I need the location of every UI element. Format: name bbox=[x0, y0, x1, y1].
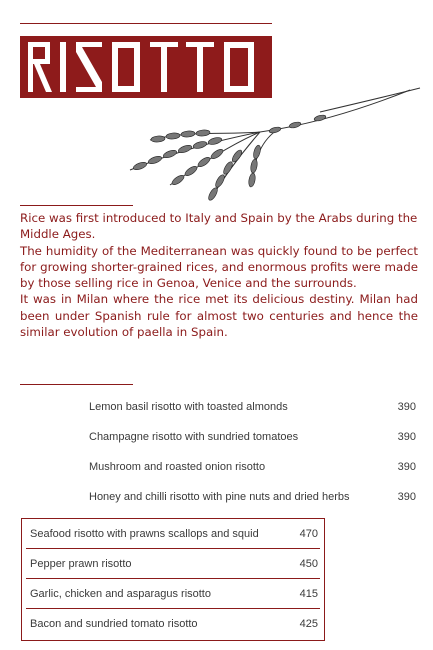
special-item-name: Seafood risotto with prawns scallops and squid bbox=[30, 528, 259, 540]
special-item-price: 450 bbox=[299, 558, 318, 570]
specials-box bbox=[21, 518, 325, 641]
special-item-name: Bacon and sundried tomato risotto bbox=[30, 618, 198, 630]
special-item-name: Garlic, chicken and asparagus risotto bbox=[30, 588, 211, 600]
special-item-price: 415 bbox=[299, 588, 318, 600]
menu-item-price: 390 bbox=[397, 401, 416, 413]
intro-paragraph: The humidity of the Mediterranean was quickly found to be perfect for growing shorter-grained rices, and enormous profits were made by those selling rice in Genoa, Venice and the surrounds. bbox=[20, 243, 418, 291]
special-item bbox=[30, 618, 318, 630]
special-item-name: Pepper prawn risotto bbox=[30, 558, 132, 570]
menu-item-name: Mushroom and roasted onion risotto bbox=[89, 461, 266, 473]
specials-divider bbox=[26, 578, 320, 579]
intro-text bbox=[20, 210, 418, 340]
menu-item-name: Champagne risotto with sundried tomatoes bbox=[89, 431, 299, 443]
special-item bbox=[30, 558, 318, 570]
intro-paragraph: It was in Milan where the rice met its delicious destiny. Milan had been under Spanish rule for almost two centuries and hence the similar evolution of paella in Spain. bbox=[20, 292, 418, 340]
menu-item bbox=[89, 491, 416, 503]
rice-plant-illustration bbox=[60, 70, 425, 210]
specials-divider bbox=[26, 608, 320, 609]
intro-paragraph: Rice was first introduced to Italy and Spain by the Arabs during the Middle Ages. bbox=[20, 211, 418, 242]
menu-item bbox=[89, 461, 416, 473]
special-item-price: 425 bbox=[299, 618, 318, 630]
special-item bbox=[30, 528, 318, 540]
menu-item-price: 390 bbox=[397, 461, 416, 473]
menu-item-price: 390 bbox=[397, 431, 416, 443]
menu-item-name: Lemon basil risotto with toasted almonds bbox=[89, 401, 288, 413]
intro-top-rule bbox=[20, 205, 133, 206]
special-item bbox=[30, 588, 318, 600]
menu-item bbox=[89, 401, 416, 413]
menu-item-price: 390 bbox=[397, 491, 416, 503]
special-item-price: 470 bbox=[299, 528, 318, 540]
intro-bottom-rule bbox=[20, 384, 133, 385]
menu-item-name: Honey and chilli risotto with pine nuts and dried herbs bbox=[89, 491, 350, 503]
top-rule bbox=[20, 23, 272, 24]
menu-item bbox=[89, 431, 416, 443]
specials-divider bbox=[26, 548, 320, 549]
